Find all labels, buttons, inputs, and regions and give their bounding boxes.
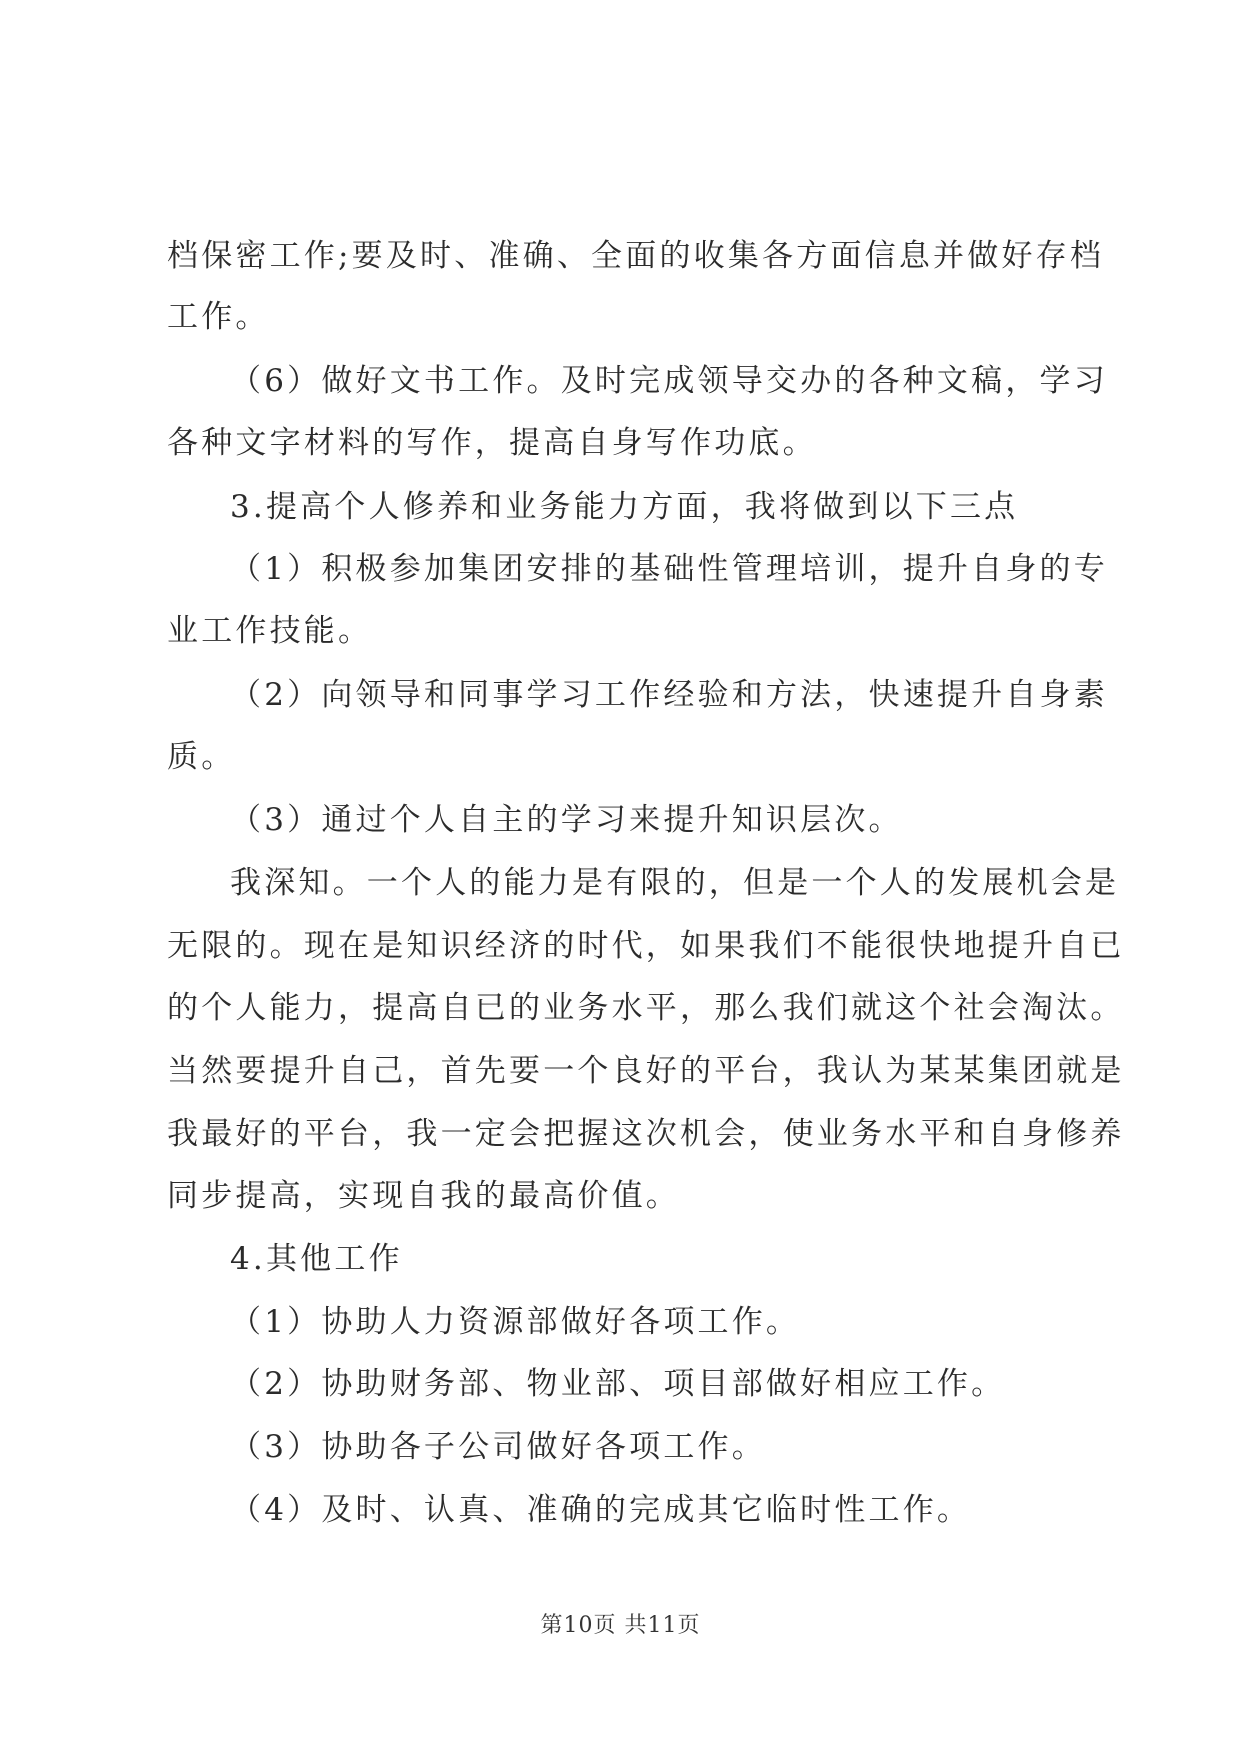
body-text-line: 工作。	[167, 299, 270, 335]
body-text-line: 各种文字材料的写作，提高自身写作功底。	[167, 425, 817, 461]
page-footer: 第10页 共11页	[540, 1613, 701, 1638]
list-item-text: （1）积极参加集团安排的基础性管理培训，提升自身的专	[230, 551, 1108, 587]
body-text-line: 当然要提升自己，首先要一个良好的平台，我认为某某集团就是	[167, 1053, 1125, 1089]
paragraph-text: 我深知。一个人的能力是有限的，但是一个人的发展机会是	[230, 865, 1120, 901]
list-item-text: （4）及时、认真、准确的完成其它临时性工作。	[230, 1492, 972, 1528]
body-text-line: 的个人能力，提高自已的业务水平，那么我们就这个社会淘汰。	[167, 990, 1125, 1026]
body-text-line: 无限的。现在是知识经济的时代，如果我们不能很快地提升自已	[167, 928, 1125, 964]
list-item-text: （1）协助人力资源部做好各项工作。	[230, 1304, 801, 1340]
body-text-line: 同步提高，实现自我的最高价值。	[167, 1178, 680, 1214]
list-item-text: （2）向领导和同事学习工作经验和方法，快速提升自身素	[230, 677, 1108, 713]
section-heading: 4.其他工作	[230, 1241, 403, 1277]
section-heading: 3.提高个人修养和业务能力方面，我将做到以下三点	[230, 489, 1019, 525]
body-text-line: 我最好的平台，我一定会把握这次机会，使业务水平和自身修养	[167, 1116, 1125, 1152]
list-item-text: （6）做好文书工作。及时完成领导交办的各种文稿，学习	[230, 363, 1108, 399]
body-text-line: 档保密工作;要及时、准确、全面的收集各方面信息并做好存档	[167, 238, 1105, 274]
list-item-text: （2）协助财务部、物业部、项目部做好相应工作。	[230, 1366, 1006, 1402]
list-item-text: （3）通过个人自主的学习来提升知识层次。	[230, 802, 903, 838]
list-item-text: （3）协助各子公司做好各项工作。	[230, 1429, 766, 1465]
body-text-line: 质。	[167, 739, 236, 775]
body-text-line: 业工作技能。	[167, 613, 373, 649]
